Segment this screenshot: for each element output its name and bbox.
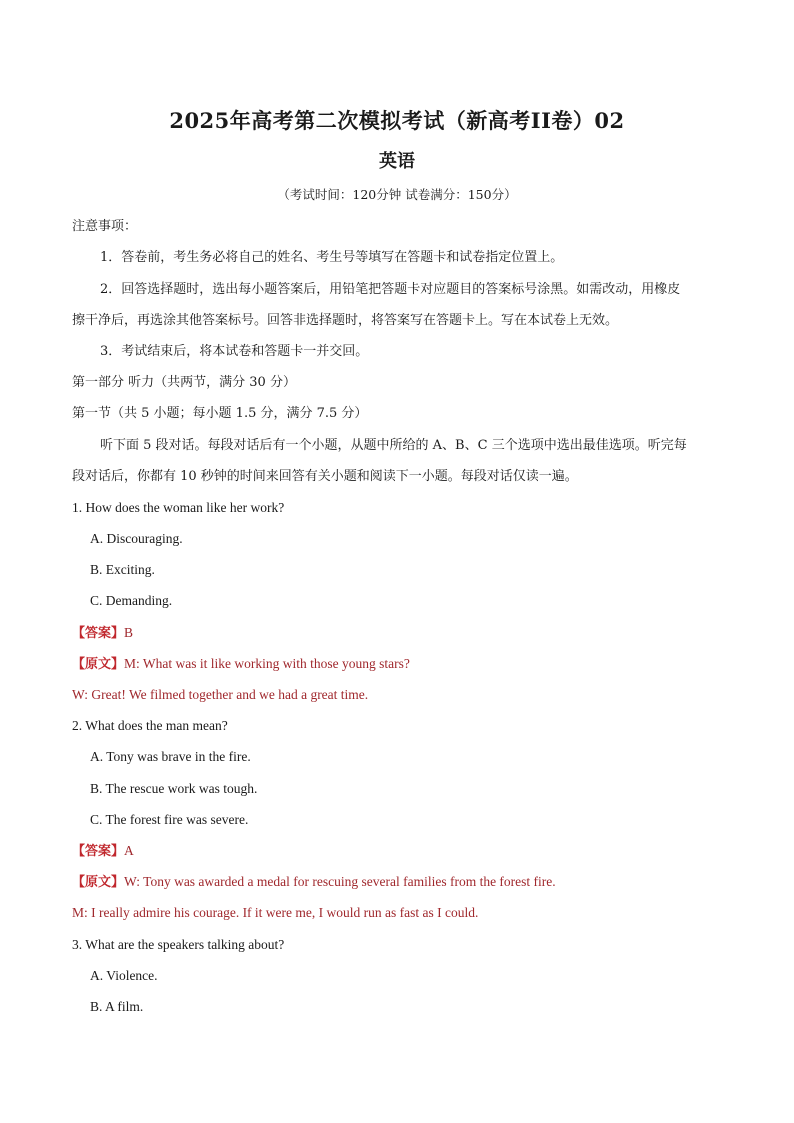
notice-item-3: 3．考试结束后，将本试卷和答题卡一并交回。 — [100, 344, 369, 359]
answer-value: A — [124, 843, 134, 858]
question-3-option-a: A. Violence. — [90, 968, 158, 983]
exam-title: 2025年高考第二次模拟考试（新高考II卷）02 — [169, 108, 625, 133]
answer-tag: 【答案】 — [72, 844, 125, 859]
notice-heading: 注意事项： — [72, 219, 138, 234]
answer-tag: 【答案】 — [72, 626, 125, 641]
question-2-option-b: B. The rescue work was tough. — [90, 781, 258, 796]
exam-time-info: （考试时间：120分钟 试卷满分：150分） — [277, 187, 517, 202]
question-1-option-a: A. Discouraging. — [90, 531, 183, 546]
question-1-option-c: C. Demanding. — [90, 593, 173, 608]
question-3-option-b: B. A film. — [90, 999, 144, 1014]
question-1-stem: 1. How does the woman like her work? — [72, 500, 285, 515]
question-2-option-c: C. The forest fire was severe. — [90, 812, 249, 827]
transcript-tag: 【原文】 — [72, 875, 125, 890]
question-3-stem: 3. What are the speakers talking about? — [72, 937, 285, 952]
question-1-answer — [72, 624, 133, 643]
transcript-text: W: Tony was awarded a medal for rescuing several families from the forest fire. — [124, 874, 556, 889]
transcript-tag: 【原文】 — [72, 657, 125, 672]
notice-item-1: 1．答卷前，考生务必将自己的姓名、考生号等填写在答题卡和试卷指定位置上。 — [100, 250, 564, 265]
question-2-transcript-line-1 — [72, 873, 556, 892]
question-2-transcript-line-2: M: I really admire his courage. If it were me, I would run as fast as I could. — [72, 905, 479, 920]
question-2-answer — [72, 842, 134, 861]
instruction-line-2: 段对话后，你都有 10 秒钟的时间来回答有关小题和阅读下一小题。每段对话仅读一遍。 — [72, 469, 578, 484]
question-1-option-b: B. Exciting. — [90, 562, 155, 577]
subject-title: 英语 — [379, 151, 415, 172]
notice-item-2-line-2: 擦干净后，再选涂其他答案标号。回答非选择题时，将答案写在答题卡上。写在本试卷上无效。 — [72, 313, 619, 328]
question-1-transcript-line-1 — [72, 655, 410, 674]
transcript-text: M: What was it like working with those young stars? — [124, 656, 410, 671]
question-2-option-a: A. Tony was brave in the fire. — [90, 749, 251, 764]
question-2-stem: 2. What does the man mean? — [72, 718, 228, 733]
section1-heading: 第一节（共 5 小题；每小题 1.5 分，满分 7.5 分） — [72, 406, 368, 421]
notice-item-2-line-1: 2．回答选择题时，选出每小题答案后，用铅笔把答题卡对应题目的答案标号涂黑。如需改动，用橡皮 — [100, 282, 681, 297]
question-1-transcript-line-2: W: Great! We filmed together and we had a great time. — [72, 687, 369, 702]
answer-value: B — [124, 625, 134, 640]
instruction-line-1: 听下面 5 段对话。每段对话后有一个小题，从题中所给的 A、B、C 三个选项中选出最佳选项。听完每 — [100, 438, 687, 453]
part1-heading: 第一部分 听力（共两节，满分 30 分） — [72, 375, 296, 390]
